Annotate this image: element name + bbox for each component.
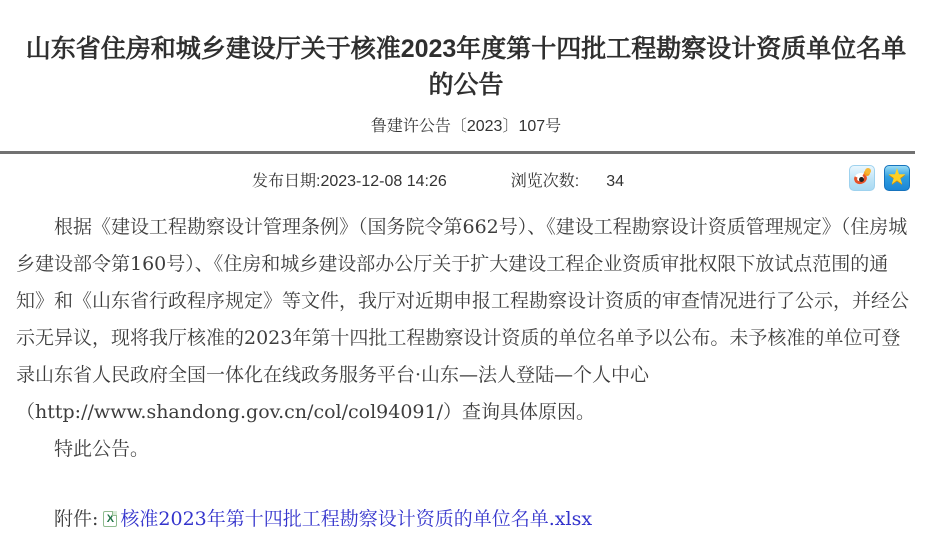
doc-number: 鲁建许公告〔2023〕107号 — [370, 118, 562, 135]
excel-file-icon — [103, 511, 117, 527]
weibo-eye-pupil — [859, 177, 864, 182]
publish-date — [252, 168, 447, 191]
share-weibo-button[interactable] — [849, 165, 875, 191]
attachment-row — [16, 501, 916, 538]
publish-date-value: 2023-12-08 14:26 — [320, 173, 447, 190]
views-count: 34 — [606, 173, 625, 190]
meta-row — [0, 154, 932, 201]
closing-line: 特此公告。 — [54, 438, 150, 460]
announcement-body — [16, 209, 916, 538]
qzone-star-icon: ★ — [887, 164, 907, 189]
views — [511, 168, 624, 191]
views-label: 浏览次数: — [510, 173, 580, 190]
share-buttons — [849, 165, 910, 191]
body-paragraph: 根据《建设工程勘察设计管理条例》（国务院令第662号）、《建设工程勘察设计资质管理规定》（住房城乡建设部令第160号）、《住房和城乡建设部办公厅关于扩大建设工程企业资质审批权限下放试点范围的通知》和《山东省行政程序规定》等文件，我厅对近期申报工程勘察设计资质的审查情况进行了公示，并经公示无异议，现将我厅核准的2023年第十四批工程勘察设计资质的单位名单予以公布。未予核准的单位可登录山东省人民政府全国一体化在线政务服务平台·山东—法人登陆—个人中心（http://www.shandong.gov.cn/col/col94091/）查询具体原因。 — [16, 216, 910, 423]
page-title: 山东省住房和城乡建设厅关于核准2023年度第十四批工程勘察设计资质单位名单的公告 — [25, 35, 907, 99]
share-qzone-button[interactable] — [884, 165, 910, 191]
publish-date-label: 发布日期: — [251, 173, 321, 190]
weibo-spark — [865, 168, 871, 174]
announcement-page — [0, 31, 932, 538]
attachment-label: 附件: — [54, 508, 99, 530]
meta-info — [0, 154, 932, 191]
attachment-link[interactable]: 核准2023年第十四批工程勘察设计资质的单位名单.xlsx — [120, 508, 593, 530]
